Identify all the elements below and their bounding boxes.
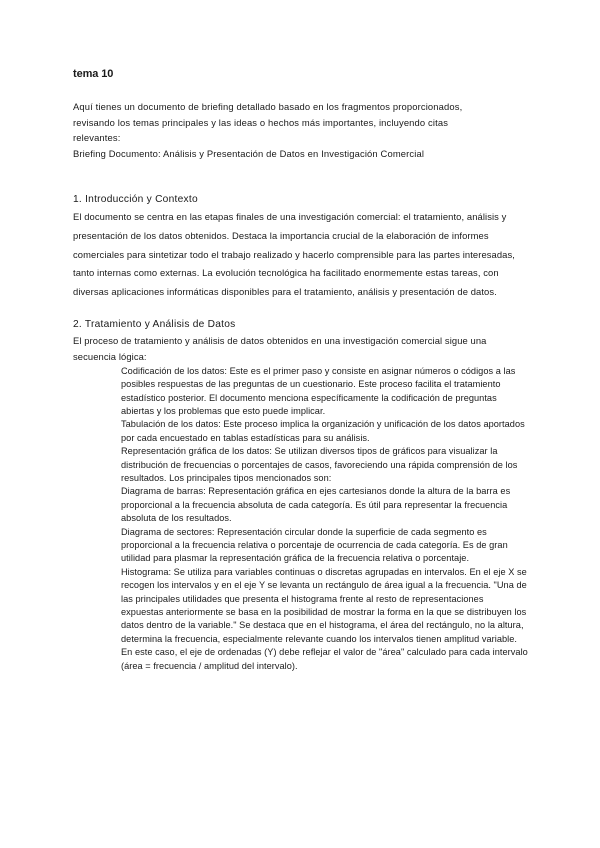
- section-paragraph: El proceso de tratamiento y análisis de datos obtenidos en una investigación comercial sigue una secuencia lógica:: [73, 335, 487, 363]
- intro-line: revisando los temas principales y las ideas o hechos más importantes, incluyendo citas: [73, 116, 449, 128]
- steps-list: [73, 365, 528, 673]
- intro-subtitle: Briefing Documento: Análisis y Presentación de Datos en Investigación Comercial: [73, 147, 425, 159]
- intro-line: relevantes:: [73, 132, 121, 144]
- section-heading: 2. Tratamiento y Análisis de Datos: [73, 319, 236, 331]
- list-item-diagrama-barras: Diagrama de barras: Representación gráfica en ejes cartesianos donde la altura de la barra es proporcional a la frecuencia absoluta de cada categoría. Es útil para representar la frecuencia absoluta de los resultados.: [121, 486, 511, 524]
- intro-block: [73, 99, 528, 161]
- section-introduccion: [73, 192, 528, 301]
- list-item-codificacion: Codificación de los datos: Este es el primer paso y consiste en asignar números o códigos a las posibles respuestas de las preguntas de un cuestionario. Este proceso facilita el tratamiento estadístico posterior. El documento menciona específicamente la codificación de preguntas abiertas y los problemas que esto puede implicar.: [121, 365, 516, 416]
- section-heading: 1. Introducción y Contexto: [73, 194, 198, 206]
- list-item-diagrama-sectores: Diagrama de sectores: Representación circular donde la superficie de cada segmento es proporcional a la frecuencia relativa o porcentaje de ocurrencia de cada categoría. Es de gran utilidad para plasmar la representación gráfica de la frecuencia relativa o porcentaje.: [121, 526, 508, 564]
- section-paragraph: El documento se centra en las etapas finales de una investigación comercial: el tratamiento, análisis y presentación de los datos obtenidos. Destaca la importancia crucial de la elaboración de informes comerciales para sintetizar todo el trabajo realizado y hacerlo comprensible para las partes interesadas, tanto internas como externas. La evolución tecnológica ha facilitado enormemente estas tareas, con diversas aplicaciones informáticas disponibles para el tratamiento, análisis y presentación de datos.: [73, 211, 515, 297]
- intro-line: Aquí tienes un documento de briefing detallado basado en los fragmentos proporcionados,: [73, 101, 463, 112]
- list-item-tabulacion: Tabulación de los datos: Este proceso implica la organización y unificación de los datos aportados por cada encuestado en tablas estadísticas para su análisis.: [121, 419, 525, 443]
- section-tratamiento: [73, 317, 528, 673]
- document-title: tema 10: [73, 68, 114, 80]
- list-item-representacion: Representación gráfica de los datos: Se utilizan diversos tipos de gráficos para visualizar la distribución de frecuencias o porcentajes de casos, favoreciendo una rápida comprensión de los resultados. Los principales tipos mencionados son:: [121, 446, 518, 483]
- list-item-histograma: Histograma: Se utiliza para variables continuas o discretas agrupadas en intervalos. En el eje X se recogen los intervalos y en el eje Y se levanta un rectángulo de área igual a la frecuencia. "Una de las principales utilidades que presenta el histograma frente al resto de representaciones expuestas anteriormente se basa en la posibilidad de mostrar la forma en la que se distribuyen los datos dentro de la variable." Se destaca que en el histograma, el área del rectángulo, no la altura, determina la frecuencia, especialmente relevante cuando los intervalos tienen amplitud variable. En este caso, el eje de ordenadas (Y) debe reflejar el valor de "área" calculado para cada intervalo (área = frecuencia / amplitud del intervalo).: [121, 566, 528, 671]
